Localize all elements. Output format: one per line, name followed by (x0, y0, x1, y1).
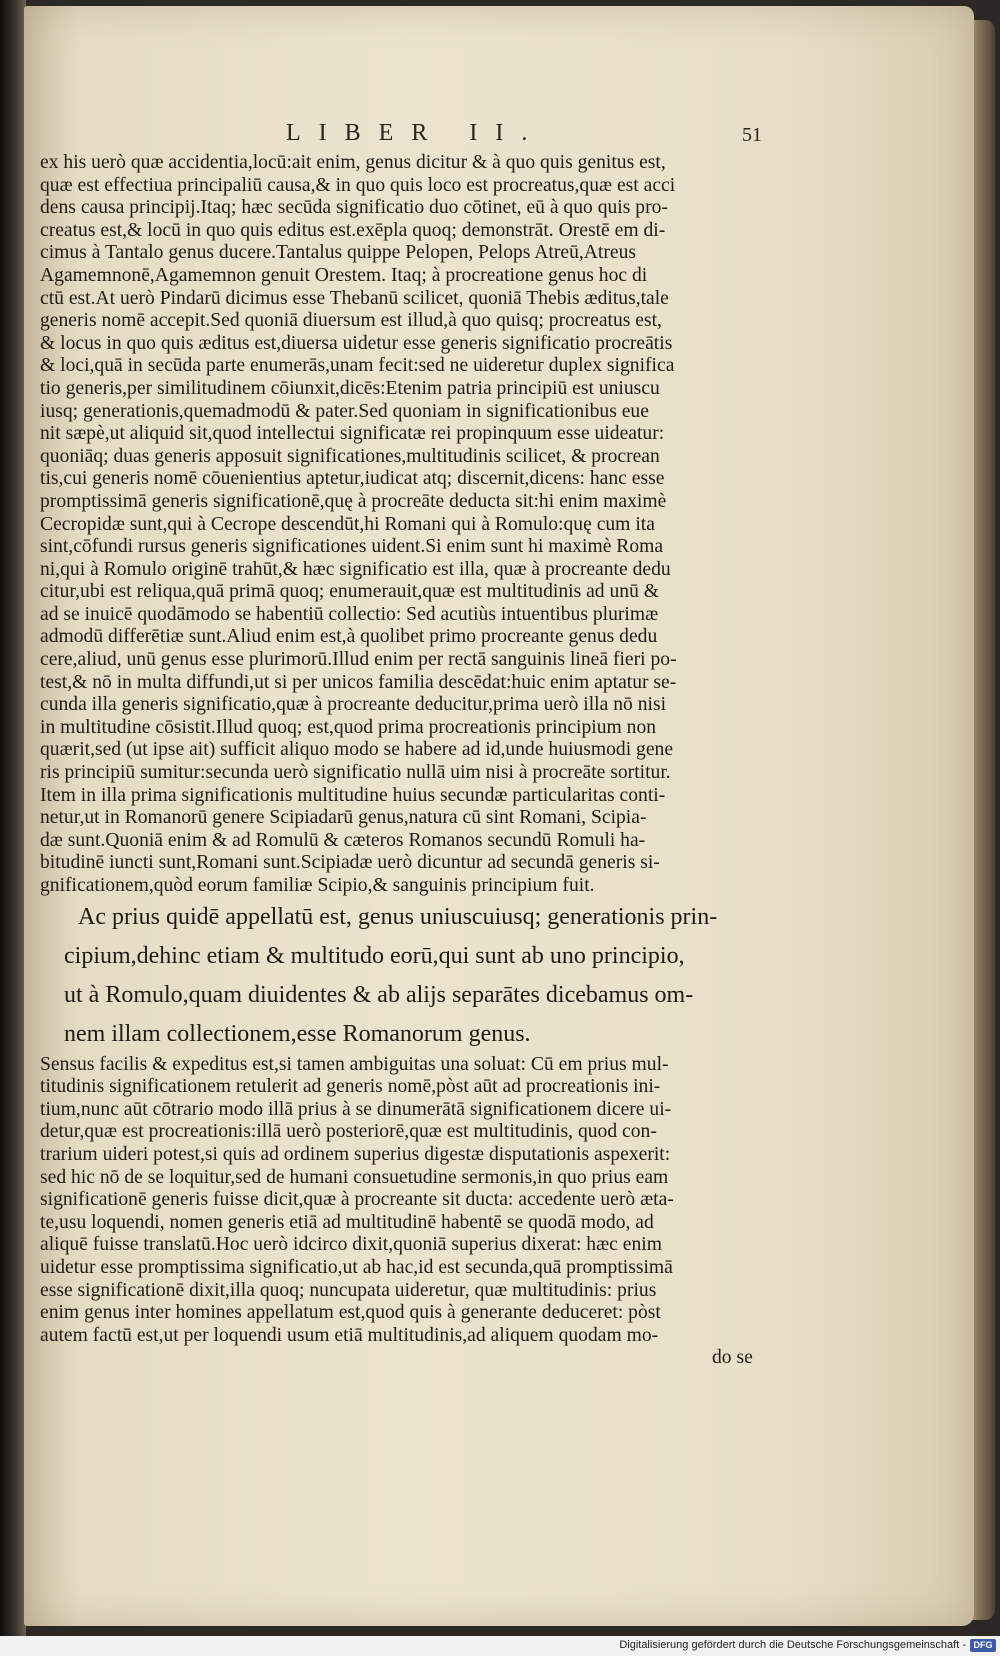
text-line: citur,ubi est reliqua,quā primā quoq; enumerauit,quæ est multitudinis ad unū & (40, 581, 660, 603)
book-gutter (0, 0, 26, 1636)
text-line: in multitudine cōsistit.Illud quoq; est,quod prima procreationis principium non (40, 716, 657, 738)
text-line: quoniāq; duas generis apposuit significationes,multitudinis scilicet, & procrean (40, 445, 660, 467)
running-head: LIBER II. (286, 120, 546, 146)
footer-credit: Digitalisierung gefördert durch die Deutsche Forschungsgemeinschaft - (619, 1639, 966, 1651)
text-line: generis nomē accepit.Sed quoniā diuersum est illud,à quo quisq; procreatus est, (40, 310, 662, 332)
quote-line: nem illam collectionem,esse Romanorum genus. (64, 1020, 531, 1047)
text-line: tio generis,per similitudinem cōiunxit,dicēs:Etenim patria principiū est uniuscu (40, 377, 660, 399)
text-line: bitudinē iuncti sunt,Romani sunt.Scipiadæ uerò dicuntur ad secundā generis si- (40, 852, 660, 874)
commentary-line: Sensus facilis & expeditus est,si tamen ambiguitas una soluat: Cū em prius mul- (40, 1053, 669, 1075)
footer-bar (0, 1636, 1000, 1656)
text-line: quæ est effectiua principaliū causa,& in quo quis loco est procreatus,quæ est acci (40, 174, 676, 196)
text-line: netur,ut in Romanorū genere Scipiadarū genus,natura cū sint Romani, Scipia- (40, 807, 647, 829)
text-line: ni,qui à Romulo originē trahūt,& hæc significatio est illa, quæ à procreante dedu (40, 558, 671, 580)
commentary-line: esse significationē dixit,illa quoq; nuncupata uideretur, quæ multitudinis: prius (40, 1279, 657, 1301)
commentary-line: uidetur esse promptissima significatio,ut ab hac,id est secunda,quā promptissimā (40, 1256, 673, 1278)
page-body (40, 152, 753, 1370)
commentary-line: titudinis significationem retulerit ad generis nomē,pòst aūt ad procreationis ini- (40, 1076, 661, 1098)
text-line: Agamemnonē,Agamemnon genuit Orestem. Itaq; à procreatione genus hoc di (40, 264, 648, 286)
quote-line: ut à Romulo,quam diuidentes & ab alijs separātes dicebamus om- (64, 981, 694, 1008)
text-line: sint,cōfundi rursus generis significationes uident.Si enim sunt hi maximè Roma (40, 536, 664, 558)
commentary-line: tium,nunc aūt cōtrario modo illā prius à se dinumerātā significationem dicere ui- (40, 1098, 672, 1120)
commentary-line: enim genus inter homines appellatum est,quod quis à generante deduceret: pòst (40, 1302, 661, 1324)
text-line: creatus est,& locū in quo quis editus est.exēpla quoq; demonstrāt. Orestē em di- (40, 219, 666, 241)
text-line: nit sæpè,ut aliquid sit,quod intellectui significatæ rei propinquum esse uideatur: (40, 423, 665, 445)
quote-line: Ac prius quidē appellatū est, genus uniuscuiusq; generationis prin- (78, 903, 718, 930)
text-line: & loci,quā in secūda parte enumerās,unam fecit:sed ne uideretur duplex significa (40, 355, 675, 377)
catchword: do se (712, 1347, 753, 1369)
text-line: test,& nō in multa diffundi,ut si per unicos familia descēdat:huic enim aptatur se- (40, 671, 677, 693)
text-line: ad se inuicē quodāmodo se habentiū collectio: Sed acutiùs intuentibus plurimæ (40, 603, 659, 625)
text-line: ris principiū sumitur:secunda uerò significatio nullā uim nisi à procreāte sortitur. (40, 762, 671, 784)
commentary-line: trarium uideri potest,si quis ad ordinem superius digestæ disputationis aspexerit: (40, 1143, 671, 1165)
commentary-line: significationē generis fuisse dicit,quæ à procreante sit ducta: accedente uerò æta- (40, 1189, 674, 1211)
commentary-line: te,usu loquendi, nomen generis etiā ad multitudinē habentē se quodā modo, ad (40, 1211, 654, 1233)
text-line: & locus in quo quis æditus est,diuersa uidetur esse generis significatio procreātis (40, 332, 673, 354)
commentary-line: detur,quæ est procreationis:illā uerò posteriorē,quæ est multitudinis, quod con- (40, 1121, 657, 1143)
text-line: tis,cui generis nomē cōuenientius aptetur,iudicat atq; discernit,dicens: hanc esse (40, 468, 665, 490)
text-line: cere,aliud, unū genus esse plurimorū.Illud enim per rectā sanguinis lineā fieri po- (40, 649, 677, 671)
text-line: gnificationem,quòd eorum familiæ Scipio,& sanguinis principium fuit. (40, 875, 595, 896)
commentary-line: sed hic nō de se loquitur,sed de humani consuetudine sermonis,in quo prius eam (40, 1166, 669, 1188)
text-line: ex his uerò quæ accidentia,locū:ait enim, genus dicitur & à quo quis genitus est, (40, 152, 666, 173)
text-line: Item in illa prima significationis multitudine huius secundæ particularitas conti- (40, 784, 666, 806)
text-line: cimus à Tantalo genus ducere.Tantalus quippe Pelopen, Pelops Atreū,Atreus (40, 242, 637, 264)
text-line: promptissimā generis significationē,quę à procreāte deducta sit:hi enim maximè (40, 490, 667, 512)
folio-number: 51 (742, 124, 762, 146)
text-line: dens causa principij.Itaq; hæc secūda significatio duo cōtinet, eū à quo quis pro- (40, 197, 668, 219)
dfg-logo: DFG (970, 1639, 996, 1652)
commentary-line: aliquē fuisse translatū.Hoc uerò idcirco dixit,quoniā superius dixerat: hæc enim (40, 1234, 662, 1256)
text-line: cunda illa generis significatio,quæ à procreante deducitur,prima uerò illa nō nisi (40, 694, 667, 716)
text-line: dæ sunt.Quoniā enim & ad Romulū & cæteros Romanos secundū Romuli ha- (40, 829, 646, 851)
text-line: iusq; generationis,quemadmodū & pater.Sed quoniam in significationibus eue (40, 400, 649, 422)
text-line: admodū differētiæ sunt.Aliud enim est,à quolibet primo procreante genus dedu (40, 626, 658, 648)
commentary-line: autem factū est,ut per loquendi usum etiā multitudinis,ad aliquem quodam mo- (40, 1324, 659, 1346)
text-line: quærit,sed (ut ipse ait) sufficit aliquo modo se habere ad id,unde huiusmodi gene (40, 739, 674, 761)
text-line: ctū est.At uerò Pindarū dicimus esse Thebanū scilicet, quoniā Thebis æditus,tale (40, 287, 669, 309)
text-line: Cecropidæ sunt,qui à Cecrope descendūt,hi Romani qui à Romulo:quę cum ita (40, 513, 655, 535)
quote-line: cipium,dehinc etiam & multitudo eorū,qui sunt ab uno principio, (64, 942, 685, 969)
